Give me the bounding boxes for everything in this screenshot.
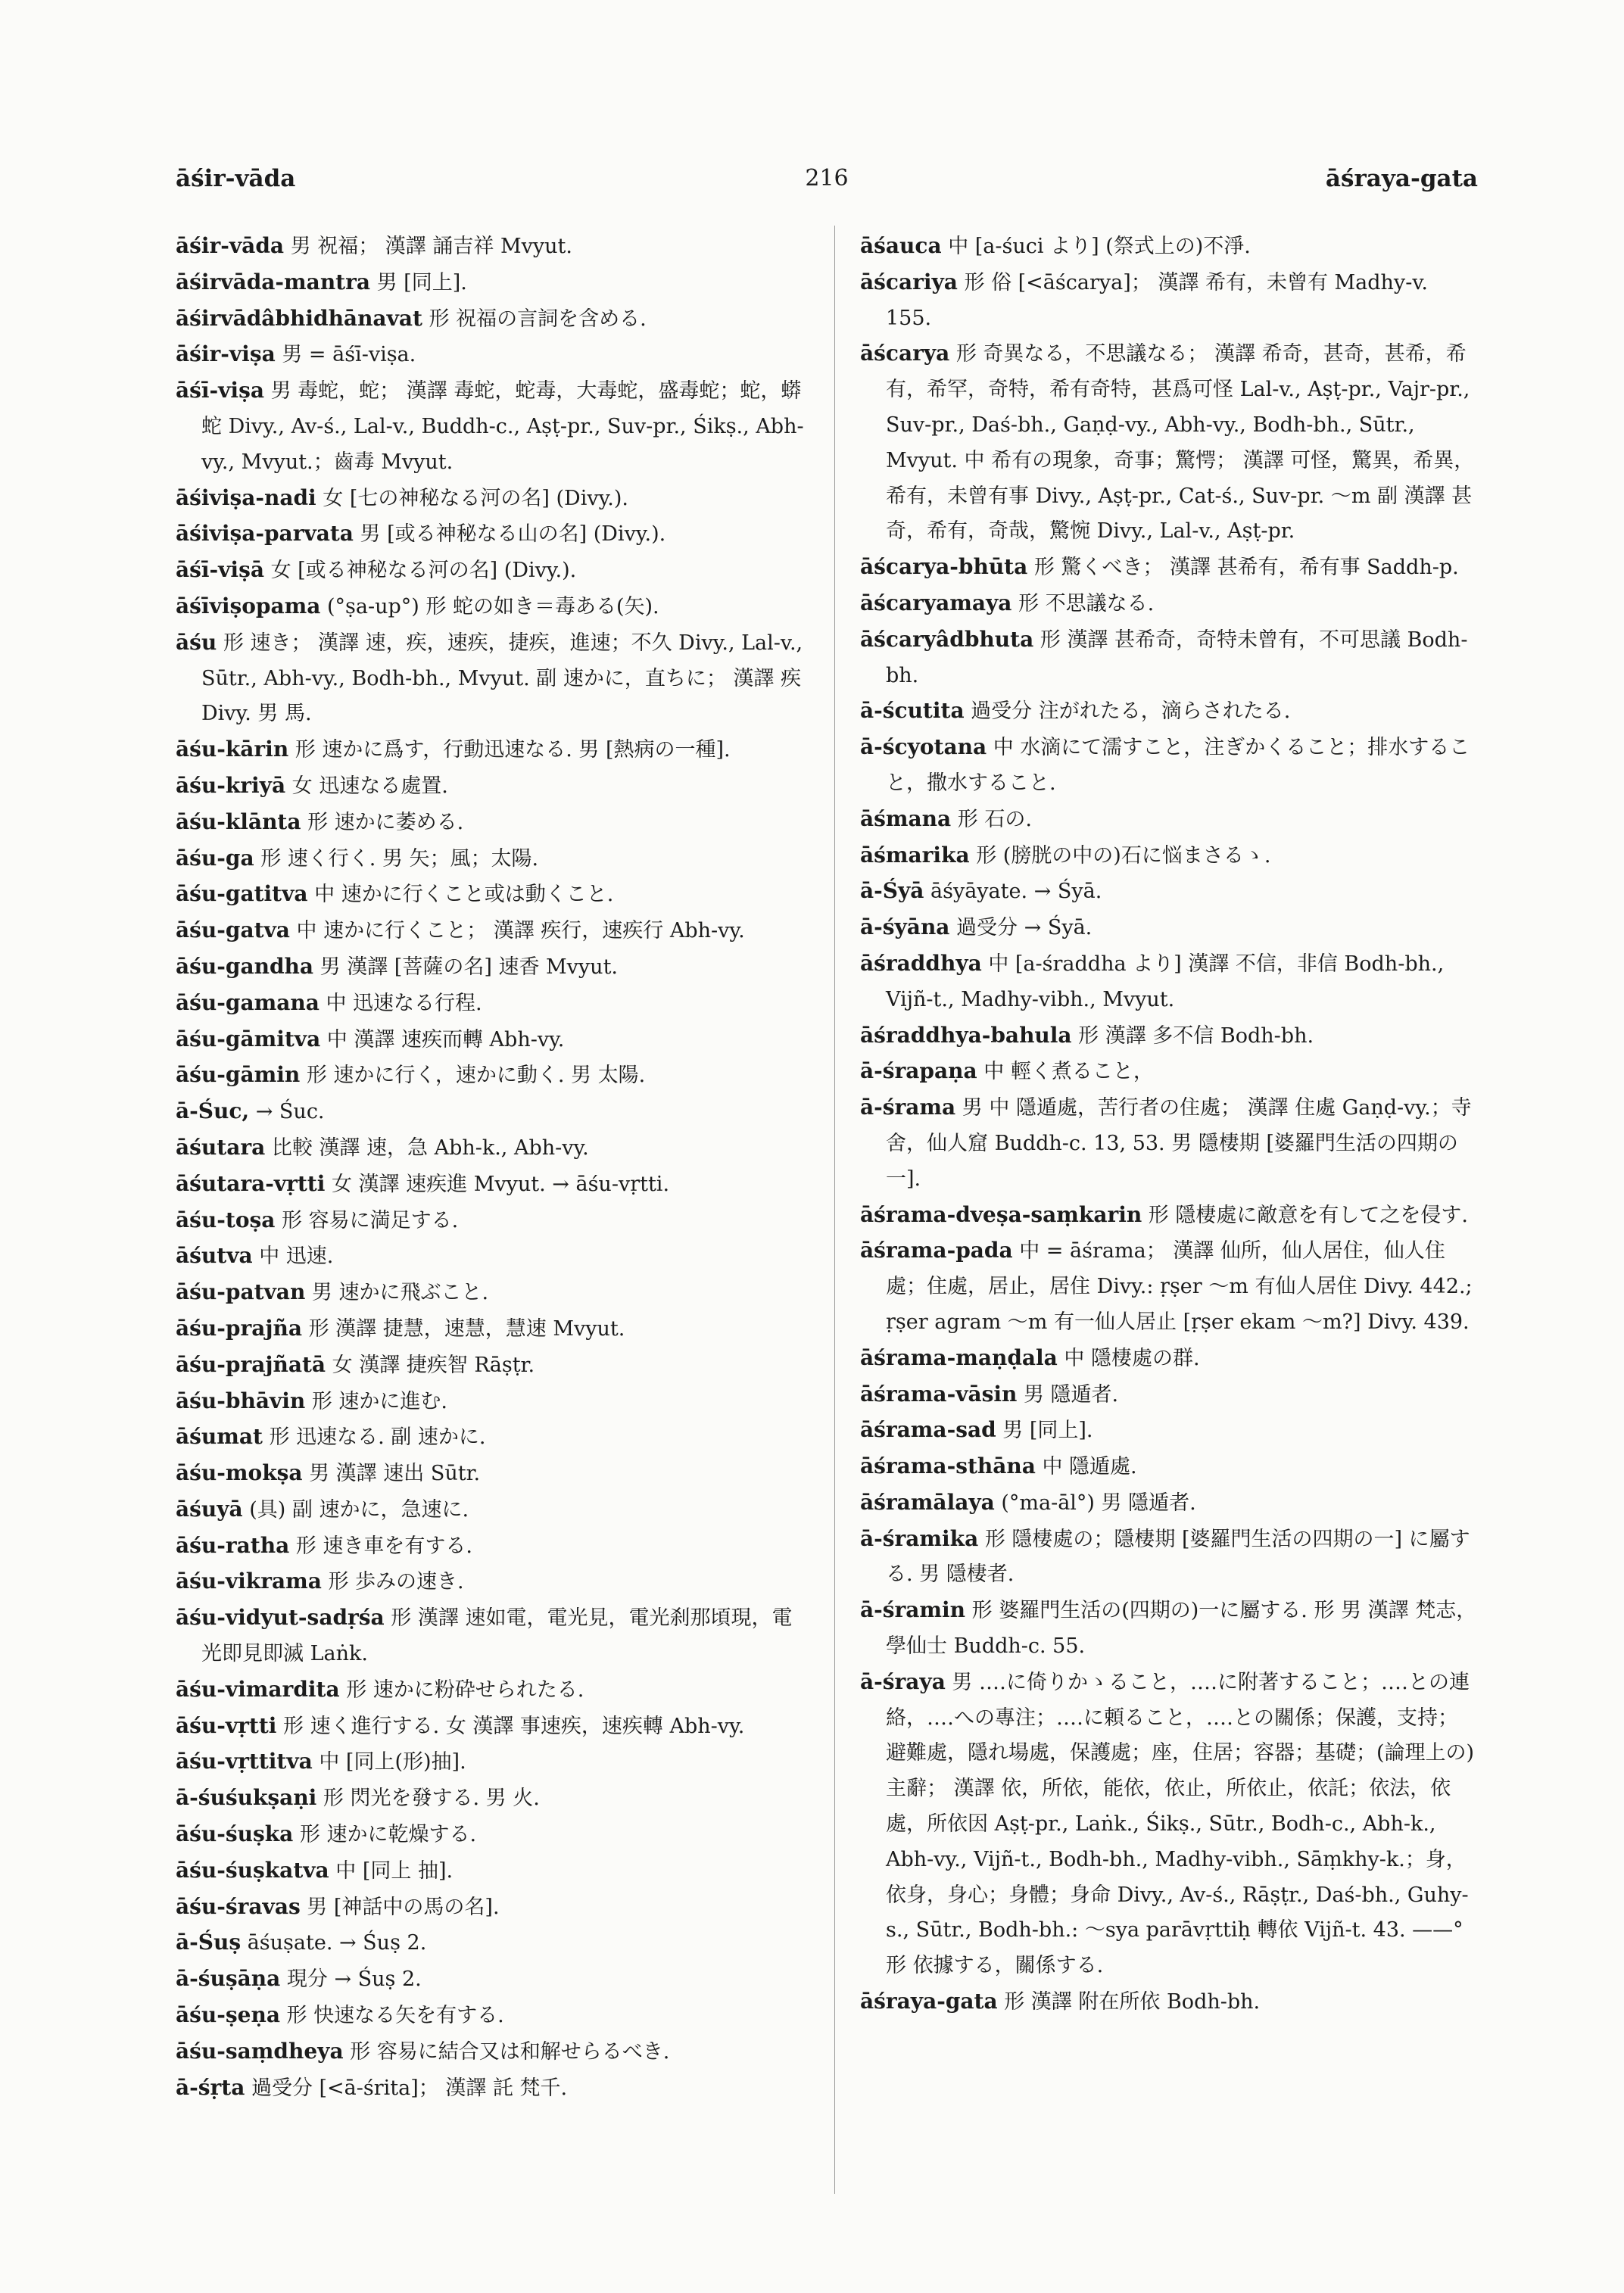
entry-headword: āścaryamaya (860, 590, 1012, 615)
entry-definition: 中 漢譯 速疾而轉 Abh-vy. (320, 1027, 565, 1051)
entry-definition: 中 [同上(形)抽]. (312, 1750, 466, 1774)
entry-definition: 形 隱棲處に敵意を有して之を侵す. (1142, 1203, 1468, 1227)
entry-definition: 比較 漢譯 速，急 Abh-k., Abh-vy. (265, 1136, 589, 1160)
entry-definition: 形 漢譯 速如電，電光見，電光刹那頃現，電光即見即滅 Laṅk. (201, 1606, 793, 1666)
entry-headword: āśu-prajñatā (176, 1351, 326, 1377)
dictionary-entry (176, 1744, 806, 1781)
entry-definition: → Śuc. (249, 1100, 325, 1124)
entry-definition: 中 [a-śraddha より] 漢譯 不信，非信 Bodh-bh., Vijñ-t., Madhy-vibh., Mvyut. (886, 952, 1445, 1011)
entry-definition: 形 不思議なる. (1011, 591, 1155, 615)
page-number: 216 (805, 165, 849, 192)
entry-headword: ā-śrama (860, 1095, 956, 1120)
dictionary-entry (176, 1094, 806, 1130)
dictionary-entry (176, 301, 806, 338)
entry-headword: āśu-gamana (176, 989, 320, 1015)
dictionary-entry (176, 516, 806, 553)
entry-definition: (°ṣa-up°) 形 蛇の如き＝毒ある(矢). (320, 594, 659, 618)
entry-headword: ā-Śuṣ (176, 1930, 242, 1955)
entry-definition: 形 奇異なる，不思議なる； 漢譯 希奇，甚奇，甚希，希有，希罕，奇特，希有奇特，甚爲可怪 Lal-v., Aṣṭ-pr., Vajr-pr., Suv-pr., Daś-bh., Gaṇḍ-vy., Abh-vy., Bodh-bh., Sūtr., Mvyut. 中 希有の現象，奇事；驚愕； 漢譯 可怪，驚異，希異，希有，未曾有事 Divy., Aṣṭ-pr., Cat-ś., Suv-pr. 〜m 副 漢譯 甚奇，希有，奇哉，驚惋 Divy., Lal-v., Aṣṭ-pr. (886, 342, 1475, 544)
entry-definition: 男 毒蛇，蛇； 漢譯 毒蛇，蛇毒，大毒蛇，盛毒蛇；蛇，蟒蛇 Divy., Av-ś., Lal-v., Buddh-c., Aṣṭ-pr., Suv-pr., Śikṣ., Abh-vy., Mvyut.；齒毒 Mvyut. (201, 379, 804, 474)
entry-definition: 形 婆羅門生活の(四期の)一に屬する. 形 男 漢譯 梵志，學仙士 Buddh-c. 55. (886, 1599, 1477, 1659)
dictionary-entry (176, 2034, 806, 2070)
entry-headword: āśu-prajña (176, 1315, 302, 1341)
dictionary-entry (860, 1449, 1478, 1485)
dictionary-entry (176, 553, 806, 589)
entry-headword: ā-śraya (860, 1668, 946, 1694)
dictionary-entry (176, 625, 806, 732)
entry-definition: 男 隱遁者. (1017, 1382, 1119, 1407)
dictionary-entry (176, 1238, 806, 1275)
entry-definition: 過受分 → Śyā. (949, 916, 1093, 940)
entry-definition: 形 石の. (951, 807, 1032, 831)
dictionary-entry (860, 229, 1478, 265)
entry-headword: āśu-ga (176, 845, 254, 871)
dictionary-entry (860, 622, 1478, 694)
entry-headword: ā-Śuc, (176, 1098, 250, 1124)
entry-headword: āśirvāda-mantra (176, 269, 371, 294)
dictionary-entry (860, 1090, 1478, 1197)
entry-headword: ā-śṛta (176, 2074, 245, 2100)
entry-definition: 形 速かに乾燥する. (293, 1823, 477, 1847)
entry-definition: 形 速かに進む. (305, 1389, 447, 1413)
right-column (860, 229, 1478, 2020)
entry-definition: 形 快速なる矢を有する. (279, 2004, 504, 2028)
entry-headword: āśī-viṣā (176, 557, 264, 583)
dictionary-entry (860, 1233, 1478, 1340)
entry-definition: 女 漢譯 速疾進 Mvyut. → āśu-vṛtti. (325, 1172, 670, 1196)
entry-headword: āśir-vāda (176, 233, 285, 258)
entry-definition: 中 速かに行くこと或は動くこと. (307, 883, 614, 907)
entry-headword: āśmarika (860, 842, 970, 868)
dictionary-entry (860, 730, 1478, 802)
entry-headword: āśraya-gata (860, 1989, 998, 2014)
entry-headword: ā-ścutita (860, 698, 965, 724)
entry-headword: āśraddhya (860, 950, 982, 976)
entry-definition: 形 漢譯 多不信 Bodh-bh. (1071, 1023, 1314, 1048)
entry-headword: āśu (176, 629, 217, 655)
entry-headword: āścaryâdbhuta (860, 626, 1034, 652)
dictionary-entry (176, 265, 806, 301)
dictionary-entry (860, 550, 1478, 586)
entry-headword: ā-śuṣāṇa (176, 1966, 281, 1992)
entry-headword: ā-śrapaṇa (860, 1058, 977, 1084)
entry-headword: āśrama-sad (860, 1417, 996, 1443)
entry-definition: 形 容易に結合又は和解せらるべき. (343, 2039, 670, 2064)
dictionary-entry (860, 802, 1478, 838)
entry-headword: āśu-śuṣka (176, 1821, 294, 1847)
dictionary-entry (176, 1817, 806, 1853)
entry-definition: 現分 → Śuṣ 2. (280, 1967, 422, 1992)
entry-definition: 形 速かに粉砕せられたる. (339, 1678, 584, 1702)
entry-definition: 形 歩みの速き. (321, 1570, 464, 1594)
entry-headword: āśauca (860, 233, 942, 258)
entry-definition: 男 = āśī-viṣa. (275, 343, 416, 367)
dictionary-entry (176, 589, 806, 625)
entry-definition: 男 中 隱遁處，苦行者の住處； 漢譯 住處 Gaṇḍ-vy.；寺舍，仙人窟 Buddh-c. 13, 53. 男 隱棲期 [婆羅門生活の四期の一]. (886, 1096, 1472, 1191)
dictionary-entry (176, 1492, 806, 1528)
entry-headword: ā-Śyā (860, 878, 924, 904)
dictionary-entry (176, 1275, 806, 1311)
entry-headword: āścariya (860, 269, 958, 294)
entry-headword: āśiviṣa-nadi (176, 484, 316, 510)
entry-headword: āśiviṣa-parvata (176, 521, 354, 547)
dictionary-entry (176, 1456, 806, 1492)
entry-definition: 男 速かに飛ぶこと. (305, 1281, 489, 1305)
dictionary-entry (860, 874, 1478, 910)
entry-definition: 男 漢譯 [菩薩の名] 速香 Mvyut. (313, 955, 619, 979)
dictionary-entry (176, 986, 806, 1022)
entry-headword: āśu-saṃdheya (176, 2038, 344, 2064)
dictionary-entry (860, 1341, 1478, 1377)
entry-definition: 女 [或る神秘なる河の名] (Divy.). (263, 559, 577, 583)
entry-headword: āśrama-maṇḍala (860, 1344, 1058, 1370)
dictionary-entry (860, 586, 1478, 622)
dictionary-entry (176, 1311, 806, 1347)
entry-headword: āśu-vṛttitva (176, 1749, 313, 1774)
entry-definition: 中 輕く煮ること， (977, 1060, 1154, 1084)
dictionary-entry (860, 838, 1478, 874)
entry-definition: 中 隱棲處の群. (1057, 1346, 1200, 1370)
dictionary-entry (860, 265, 1478, 337)
dictionary-entry (176, 1058, 806, 1094)
entry-headword: āśu-vimardita (176, 1676, 340, 1702)
entry-headword: ā-ścyotana (860, 734, 987, 760)
entry-definition: āśyāyate. → Śyā. (924, 880, 1102, 904)
entry-headword: āśir-viṣa (176, 341, 276, 367)
entry-definition: 形 速く進行する. 女 漢譯 事速疾，速疾轉 Abh-vy. (276, 1714, 745, 1738)
dictionary-entry (176, 768, 806, 805)
dictionary-entry (176, 1961, 806, 1998)
entry-definition: 中 迅速. (252, 1245, 334, 1269)
entry-headword: āśramālaya (860, 1489, 995, 1515)
entry-definition: 男 祝福； 漢譯 誦吉祥 Mvyut. (284, 235, 572, 258)
dictionary-entry (176, 1130, 806, 1167)
entry-headword: ā-śramin (860, 1597, 966, 1623)
dictionary-entry (860, 1485, 1478, 1522)
dictionary-entry (860, 1198, 1478, 1234)
entry-definition: 中 隱遁處. (1035, 1455, 1137, 1479)
entry-definition: āśuṣate. → Śuṣ 2. (241, 1931, 427, 1955)
entry-definition: 形 漢譯 附在所依 Bodh-bh. (997, 1990, 1261, 2014)
entry-headword: ā-śuśukṣaṇi (176, 1785, 317, 1811)
dictionary-entry (176, 1528, 806, 1565)
entry-definition: 男 [或る神秘なる山の名] (Divy.). (353, 522, 666, 547)
entry-definition: 男 [同上]. (370, 270, 467, 294)
entry-definition: 男 [神話中の馬の名]. (300, 1895, 500, 1919)
entry-headword: āśutva (176, 1243, 253, 1269)
dictionary-entry (176, 1925, 806, 1961)
dictionary-entry (860, 910, 1478, 946)
dictionary-entry (860, 1018, 1478, 1055)
entry-definition: 形 速く行く. 男 矢；風；太陽. (254, 846, 539, 871)
entry-definition: 形 速かに爲す，行動迅速なる. 男 [熱病の一種]. (288, 738, 731, 762)
dictionary-entry (860, 946, 1478, 1018)
entry-headword: āśu-gandha (176, 953, 314, 979)
entry-headword: āścarya (860, 341, 950, 366)
entry-headword: āśrama-sthāna (860, 1453, 1036, 1479)
entry-definition: 中 迅速なる行程. (319, 991, 482, 1015)
dictionary-entry (176, 1709, 806, 1745)
dictionary-entry (860, 1377, 1478, 1413)
entry-headword: āśu-gāmitva (176, 1026, 321, 1051)
entry-headword: āścarya-bhūta (860, 554, 1028, 580)
entry-headword: āśīviṣopama (176, 593, 321, 618)
dictionary-entry (176, 1347, 806, 1384)
entry-headword: āśu-vṛtti (176, 1712, 277, 1738)
dictionary-entry (860, 1054, 1478, 1090)
entry-definition: 形 容易に満足する. (275, 1208, 459, 1232)
entry-headword: āśrama-pada (860, 1238, 1013, 1263)
dictionary-entry (176, 913, 806, 949)
entry-headword: āśumat (176, 1424, 263, 1450)
entry-definition: 形 祝福の言詞を含める. (422, 307, 647, 331)
dictionary-entry (176, 805, 806, 841)
entry-headword: āśu-ṣeṇa (176, 2002, 280, 2028)
entry-definition: 形 閃光を發する. 男 火. (316, 1787, 540, 1811)
entry-definition: 形 驚くべき； 漢譯 甚希有，希有事 Saddh-p. (1027, 556, 1459, 580)
entry-headword: āśu-kriyā (176, 772, 286, 798)
entry-headword: āśu-gatva (176, 918, 290, 943)
entry-headword: āśrama-dveṣa-saṃkarin (860, 1201, 1142, 1227)
dictionary-entry (176, 1564, 806, 1600)
dictionary-entry (176, 949, 806, 986)
entry-headword: āśu-gatitva (176, 881, 308, 907)
entry-definition: 男 [同上]. (996, 1419, 1093, 1443)
entry-definition: 男 ‥‥に倚りかゝること，‥‥に附著すること；‥‥との連絡，‥‥への專注；‥‥に頼ること，‥‥との關係；保護，支持；避難處，隱れ場處，保護處；座，住居；容器；基礎；(論理上の)主辭； 漢譯 依，所依，能依，依止，所依止，依託；依法，依處，所依因 Aṣṭ-pr., Laṅk., Śikṣ., Sūtr., Bodh-c., Abh-k., Abh-vy., Vijñ-t., Bodh-bh., Madhy-vibh., Sāṃkhy-k.；身，依身，身心；身體；身命 Divy., Av-ś., Rāṣṭr., Daś-bh., Guhy-s., Sūtr., Bodh-bh.: 〜sya parāvṛttiḥ 轉依 Vijñ-t. 43. ——° 形 依據する，關係する. (886, 1670, 1475, 1978)
dictionary-entry (176, 1384, 806, 1420)
dictionary-entry (176, 1672, 806, 1709)
entry-headword: āśuyā (176, 1496, 243, 1522)
page-header (176, 165, 1478, 203)
entry-headword: āśu-śuṣkatva (176, 1857, 329, 1883)
entry-definition: 形 迅速なる. 副 速かに. (262, 1425, 486, 1450)
running-head-right: āśraya-gata (1325, 165, 1478, 192)
entry-headword: āśu-śravas (176, 1893, 301, 1919)
entry-definition: 形 俗 [<āścarya]； 漢譯 希有，未曾有 Madhy-v. 155. (886, 270, 1428, 330)
entry-headword: āśu-vidyut-sadṛśa (176, 1605, 385, 1631)
dictionary-entry (860, 1984, 1478, 2020)
entry-headword: ā-śramika (860, 1525, 979, 1551)
entry-definition: 女 [七の神秘なる河の名] (Divy.). (316, 486, 628, 510)
entry-definition: 形 速き車を有する. (289, 1534, 472, 1558)
entry-headword: āśrama-vāsin (860, 1381, 1018, 1407)
entry-definition: 形 漢譯 甚希奇，奇特未曾有，不可思議 Bodh-bh. (886, 628, 1468, 687)
entry-headword: āśu-toṣa (176, 1207, 276, 1232)
entry-definition: 中 [同上 抽]. (329, 1858, 454, 1883)
dictionary-entry (176, 373, 806, 480)
entry-definition: 男 漢譯 速出 Sūtr. (302, 1462, 481, 1486)
entry-headword: āśu-mokṣa (176, 1460, 303, 1486)
dictionary-entry (176, 1203, 806, 1239)
dictionary-entry (860, 693, 1478, 730)
dictionary-entry (176, 481, 806, 517)
entry-headword: āśraddhya-bahula (860, 1022, 1072, 1048)
dictionary-entry (176, 1419, 806, 1456)
dictionary-entry (176, 1022, 806, 1058)
entry-definition: 中 速かに行くこと； 漢譯 疾行，速疾行 Abh-vy. (289, 919, 745, 943)
entry-definition: 過受分 注がれたる，滴らされたる. (964, 699, 1291, 724)
entry-headword: āśutara (176, 1134, 266, 1160)
entry-definition: 女 迅速なる處置. (285, 774, 448, 798)
entry-definition: 形 速かに萎める. (301, 810, 464, 834)
dictionary-entry (176, 877, 806, 913)
entry-definition: (°ma-āl°) 男 隱遁者. (994, 1491, 1196, 1515)
entry-definition: 形 速き； 漢譯 速，疾，速疾，捷疾，進速；不久 Divy., Lal-v., Sūtr., Abh-vy., Bodh-bh., Mvyut. 副 速かに，直ちに； 漢譯 疾 Divy. 男 馬. (201, 631, 803, 726)
column-divider (834, 226, 835, 2194)
entry-definition: 過受分 [<ā-śrita]； 漢譯 託 梵千. (245, 2076, 568, 2100)
entry-headword: āśmana (860, 805, 952, 831)
dictionary-entry (860, 336, 1478, 550)
dictionary-entry (176, 1781, 806, 1817)
entry-headword: āśu-klānta (176, 808, 301, 834)
dictionary-entry (176, 1890, 806, 1926)
dictionary-entry (860, 1522, 1478, 1594)
entry-definition: 形 (膀胱の中の)石に悩まさるゝ. (969, 843, 1271, 868)
dictionary-entry (176, 1167, 806, 1203)
running-head-left: āśir-vāda (176, 165, 296, 192)
entry-definition: 中 = āśrama； 漢譯 仙所，仙人居住，仙人住處；住處，居止，居住 Divy.: ṛṣer 〜m 有仙人居住 Divy. 442.; ṛṣer agram 〜m 有一仙人居止 [ṛṣer ekam 〜m?] Divy. 439. (886, 1239, 1473, 1334)
entry-headword: āśu-bhāvin (176, 1388, 306, 1413)
entry-headword: āśu-gāmin (176, 1062, 301, 1088)
dictionary-entry (176, 1600, 806, 1672)
entry-headword: āśirvādâbhidhānavat (176, 305, 422, 331)
entry-definition: (具) 副 速かに，急速に. (242, 1497, 469, 1522)
dictionary-entry (176, 2070, 806, 2107)
dictionary-entry (176, 841, 806, 877)
dictionary-entry (860, 1665, 1478, 1984)
left-column (176, 229, 806, 2106)
entry-definition: 女 漢譯 捷疾智 Rāṣṭr. (326, 1353, 535, 1377)
dictionary-entry (860, 1413, 1478, 1449)
dictionary-entry (176, 229, 806, 265)
dictionary-entry (176, 732, 806, 768)
entry-headword: āśutara-vṛtti (176, 1170, 326, 1196)
dictionary-entry (860, 1593, 1478, 1665)
entry-definition: 形 速かに行く，速かに動く. 男 太陽. (300, 1064, 646, 1088)
entry-headword: āśu-kārin (176, 737, 289, 762)
dictionary-entry (176, 337, 806, 373)
entry-definition: 形 漢譯 捷慧，速慧，慧速 Mvyut. (302, 1316, 625, 1341)
entry-headword: āśī-viṣa (176, 378, 264, 403)
dictionary-entry (176, 1998, 806, 2034)
entry-definition: 中 [a-śuci より] (祭式上の)不淨. (941, 235, 1251, 258)
entry-definition: 形 隱棲處の；隱棲期 [婆羅門生活の四期の一] に屬する. 男 隱棲者. (886, 1527, 1470, 1587)
entry-headword: āśu-vikrama (176, 1569, 322, 1594)
entry-headword: āśu-ratha (176, 1532, 290, 1558)
dictionary-entry (176, 1853, 806, 1890)
entry-headword: ā-śyāna (860, 914, 950, 940)
entry-definition: 中 水滴にて濡すこと，注ぎかくること；排水すること，撒水すること. (886, 736, 1470, 795)
entry-headword: āśu-patvan (176, 1279, 306, 1305)
